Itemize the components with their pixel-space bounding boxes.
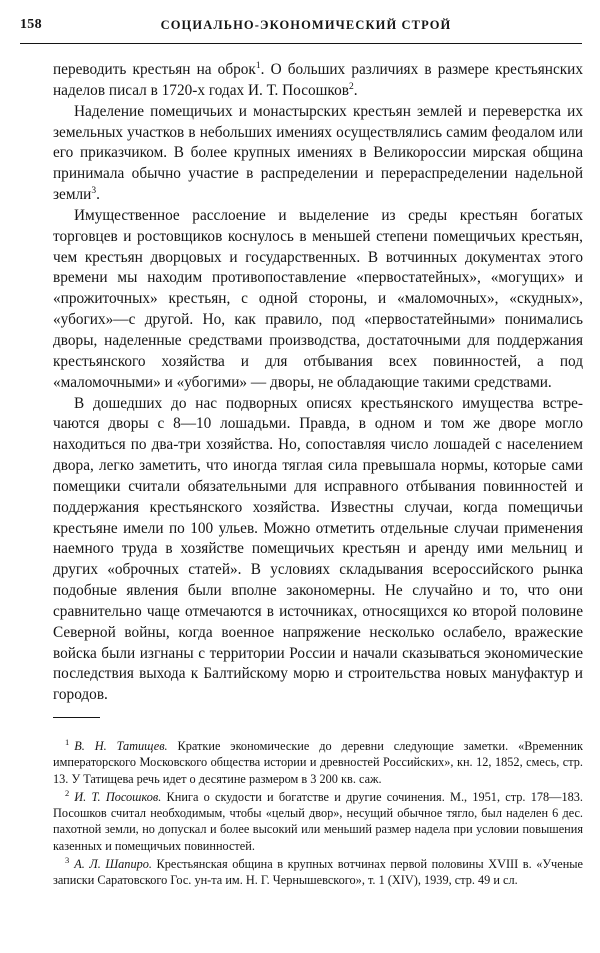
paragraph-2-text-a: Наделение помещичьих и монастырских крестьян землей и переверстка их земельных участков в небольших имениях осуществлялись самим феодалом или его приказчиком. В более крупных имениях в Великороссии мирская община принимала обычно участие в распределении и перераспределении надельной земли bbox=[53, 102, 583, 204]
footnote-text: Книга о скудости и богатстве и другие сочинения. М., 1951, стр. 178—183. Посошков считал необходимым, чтобы «целый двор», несущий обычное тягло, был наделен 6 дес. пахотной земли, но допускал и более высокий или меньший размер надела при условии повышения казенных и помещичьих повинностей. bbox=[53, 789, 583, 853]
footnote-text: Крестьянская община в крупных вотчинах первой половины XVIII в. «Ученые записки Саратовского Гос. ун-та им. Н. Г. Чернышевского», т. 1 (XIV), 1939, стр. 49 и сл. bbox=[53, 857, 583, 888]
page-number: 158 bbox=[20, 17, 42, 32]
paragraph-2 bbox=[53, 102, 583, 206]
main-text bbox=[53, 60, 583, 706]
footnote-author: И. Т. Посошков. bbox=[74, 789, 162, 804]
footnote-author: А. Л. Шапиро. bbox=[74, 857, 152, 872]
paragraph-1-text-a: переводить крестьян на оброк bbox=[53, 61, 256, 78]
footnote-ref-3: 3 bbox=[91, 185, 97, 196]
paragraph-1-text-c: . bbox=[353, 81, 358, 99]
footnote-number: 1 bbox=[65, 736, 70, 747]
footnote-1 bbox=[53, 738, 583, 787]
footnote-author: В. Н. Татищев. bbox=[74, 739, 168, 753]
paragraph-2-text-b: . bbox=[96, 186, 100, 204]
footnote-2 bbox=[53, 789, 583, 854]
footnote-3 bbox=[53, 856, 583, 889]
paragraph-1-text-b: . О больших различиях в размере крестьянских наделов писал в 1720-х годах И. Т. Посошков bbox=[53, 61, 584, 99]
paragraph-4: В дошедших до нас подворных описях крестьянского имущества встречаются дворы с 8—10 лошадьми. Правда, в одном и том же дворе могло находиться по два-три хозяйства. Но, сопоставляя число лошадей с населением двора, легко заметить, что иногда тяглая сила превышала нормы, которые сами помещики считали обязательными для исправного отбывания повинностей и поддержания крестьянского хозяйства. Известны случаи, когда помещичьи крестьяне имели по 100 ульев. Можно отметить отдельные случаи применения наемного труда в хозяйстве помещичьих крестьян и аренду ими мельниц и других «оброчных статей». В условиях складывания всероссийского рынка подобные явления были вполне закономерны. Не случайно и то, что они сравнительно чаще отмечаются в источниках, относящихся ко второй половине Северной войны, когда военное напряжение несколько ослабело, вражеские войска были изгнаны с территории России и начали сказываться экономические последствия выхода к Балтийскому морю и строительства новых мануфактур и городов. bbox=[53, 394, 583, 704]
page-header bbox=[20, 17, 580, 39]
footnotes bbox=[53, 738, 583, 891]
footnote-text: Краткие экономические до деревни следующие заметки. «Временник императорского Московского общества истории и древностей Российских», кн. 12, 1852, смесь, стр. 13. У Татищева речь идет о десятине размером в 3 200 кв. саж. bbox=[53, 739, 583, 786]
footnote-number: 2 bbox=[65, 787, 70, 798]
footnote-ref-1: 1 bbox=[255, 60, 261, 71]
paragraph-3: Имущественное расслоение и выделение из среды крестьян богатых торговцев и ростовщиков коснулось в меньшей степени помещичьих крестьян, чем крестьян дворцовых и государственных. В вотчинных документах этого времени мы находим противопоставление «первостатейных», «могущих» и «прожиточных» крестьян, с одной стороны, и «маломочных», «скудных», «убогих»—с другой. Но, как правило, под «первостатейными» понимались дворы, наделенные средствами производства, достаточными для поддержания крестьянского хозяйства и для отбывания всех повинностей, а под «маломочными» и «убогими» — дворы, не обладающие такими средствами. bbox=[53, 206, 583, 391]
footnote-number: 3 bbox=[65, 854, 70, 865]
footnote-separator bbox=[53, 717, 100, 718]
running-title: СОЦИАЛЬНО-ЭКОНОМИЧЕСКИЙ СТРОЙ bbox=[160, 18, 452, 32]
footnote-ref-2: 2 bbox=[348, 81, 354, 92]
header-rule bbox=[20, 43, 582, 44]
paragraph-1 bbox=[53, 60, 583, 102]
